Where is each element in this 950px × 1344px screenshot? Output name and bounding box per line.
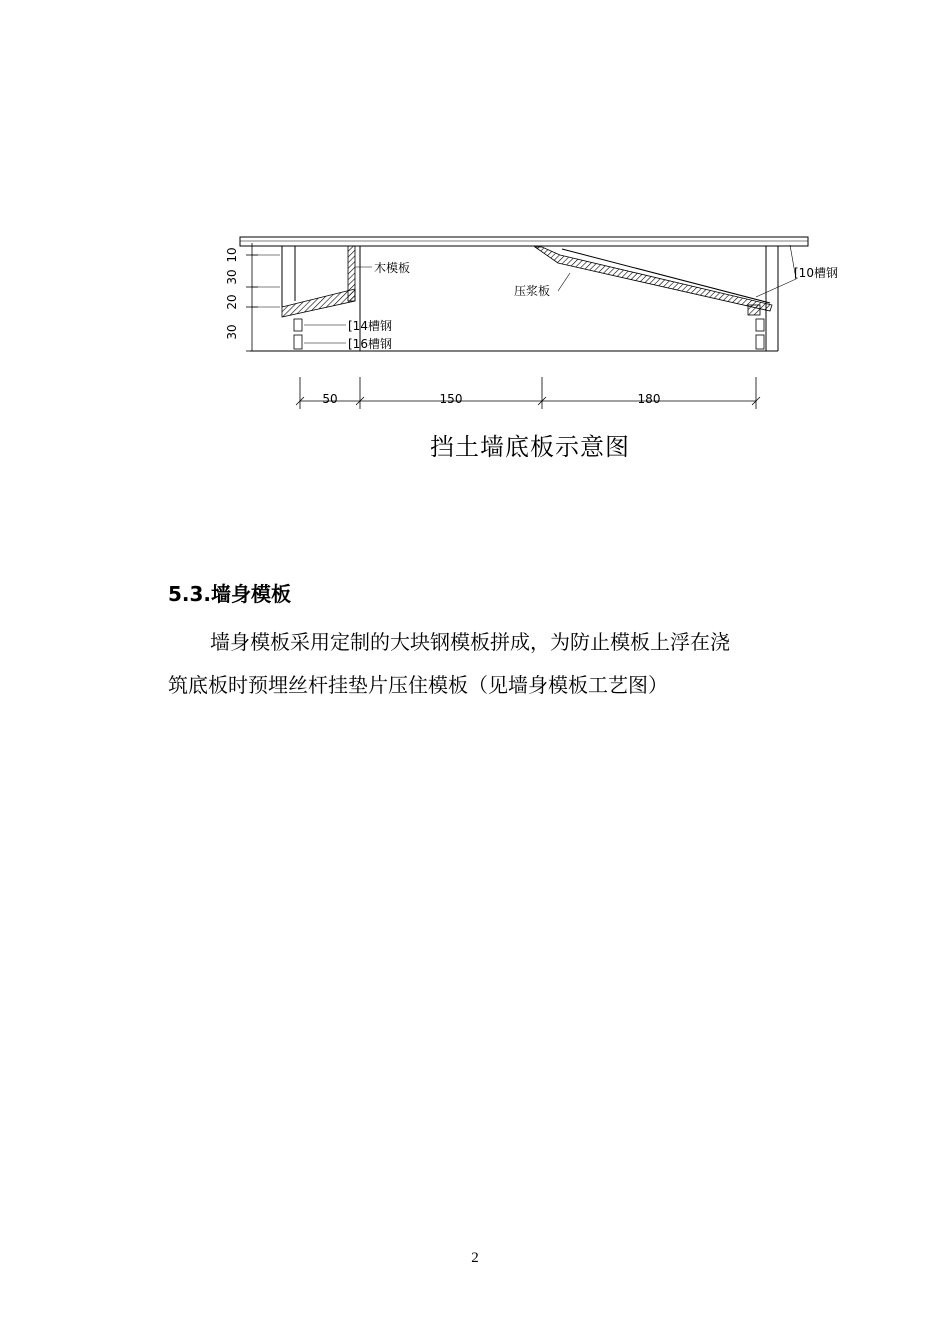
channel-16-left	[294, 335, 302, 349]
paragraph-line-2: 筑底板时预埋丝杆挂垫片压住模板（见墙身模板工艺图）	[168, 673, 668, 697]
label-channel-10: [10槽钢	[794, 266, 838, 280]
right-hatched-block	[748, 305, 760, 315]
label-grout-plate: 压浆板	[514, 284, 551, 298]
paragraph-line-1	[168, 621, 808, 664]
figure-caption: 挡土墙底板示意图	[430, 433, 630, 461]
vdim-3: 20	[225, 294, 239, 310]
vdim-4: 30	[225, 324, 239, 340]
body-paragraph	[168, 621, 808, 707]
grout-plate	[535, 247, 772, 311]
left-slant-plate	[282, 289, 355, 317]
label-channel-14: [14槽钢	[348, 319, 392, 333]
hdim-3: 180	[637, 392, 661, 406]
section-heading: 5.3.墙身模板	[168, 582, 292, 606]
vdim-1: 10	[225, 247, 239, 263]
label-channel-16: [16槽钢	[348, 337, 392, 351]
paragraph-text-1: 墙身模板采用定制的大块钢模板拼成，为防止模板上浮在浇	[210, 630, 730, 654]
page-number: 2	[471, 1250, 479, 1266]
hdim-2: 150	[439, 392, 463, 406]
vdim-2: 30	[225, 269, 239, 285]
channel-14-left	[294, 319, 302, 331]
label-wood-form: 木模板	[374, 261, 411, 275]
top-plate	[240, 237, 808, 246]
diagram-svg	[210, 225, 850, 425]
hdim-1: 50	[322, 392, 338, 406]
